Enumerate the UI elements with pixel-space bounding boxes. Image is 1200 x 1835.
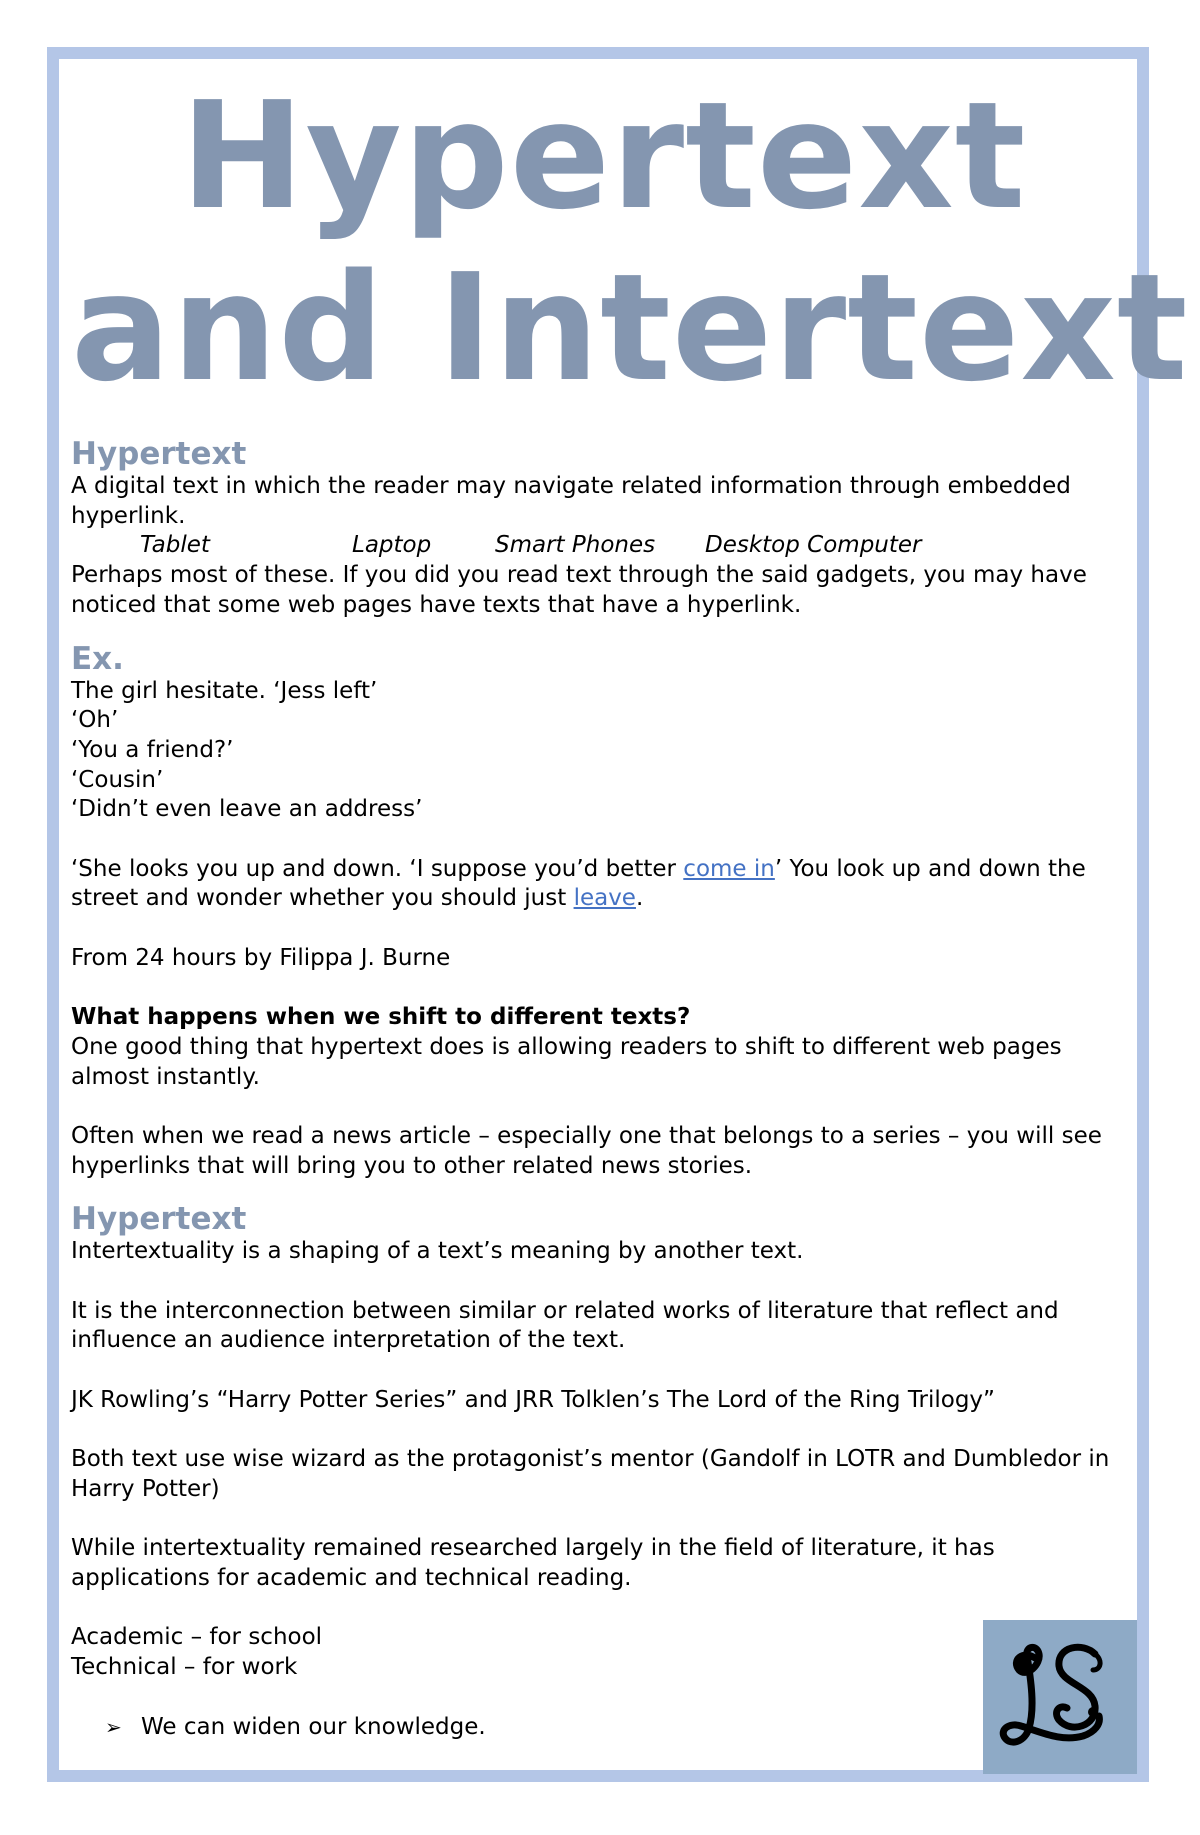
example-line: ‘You a friend?’	[71, 736, 234, 763]
literature-example: JK Rowling’s “Harry Potter Series” and JRR Tolklen’s The Lord of the Ring Trilogy”	[71, 1386, 995, 1413]
mentor-paragraph: Both text use wise wizard as the protagonist’s mentor (Gandolf in LOTR and Dumbledor in Harry Potter)	[71, 1446, 1110, 1502]
title-line-1: Hypertext	[180, 70, 1027, 242]
applications-paragraph: While intertextuality remained researched largely in the field of literature, it has applications for academic and technical reading.	[71, 1535, 995, 1592]
academic-line: Academic – for school	[71, 1624, 323, 1651]
technical-line: Technical – for work	[71, 1654, 298, 1681]
document-body	[71, 70, 1189, 1742]
device-laptop: Laptop	[352, 532, 432, 559]
example-line: The girl hesitate. ‘Jess left’	[71, 677, 378, 704]
example-line: ‘Cousin’	[71, 766, 164, 793]
example-source: From 24 hours by Filippa J. Burne	[71, 944, 451, 971]
bullet-text: We can widen our knowledge.	[141, 1713, 486, 1740]
section-heading-example: Ex.	[71, 640, 124, 677]
hypertext-definition: A digital text in which the reader may navigate related information through embedded hyperlink.	[71, 473, 1071, 529]
arrow-bullet-icon: ➢	[105, 1714, 122, 1739]
section-heading-hypertext: Hypertext	[71, 436, 247, 472]
bullet-item	[71, 1713, 1136, 1743]
device-desktop-computer: Desktop Computer	[705, 532, 922, 559]
news-paragraph: Often when we read a news article – especially one that belongs to a series – you will see hyperlinks that will bring you to other related news stories.	[71, 1122, 1102, 1179]
passage-text: .	[635, 885, 644, 912]
monogram-logo	[983, 1620, 1137, 1774]
shift-answer: One good thing that hypertext does is allowing readers to shift to different web pages almost instantly.	[71, 1033, 1062, 1090]
shift-question: What happens when we shift to different texts?	[71, 1004, 691, 1031]
intertextuality-definition: Intertextuality is a shaping of a text’s meaning by another text.	[71, 1238, 804, 1265]
passage-text: ‘She looks you up and down. ‘I suppose you’d better	[71, 855, 684, 882]
page-title	[71, 70, 1189, 414]
leave-link[interactable]: leave	[573, 885, 636, 912]
interconnection-paragraph: It is the interconnection between similar or related works of literature that reflect and influence an audience interpretation of the text.	[71, 1297, 1059, 1354]
device-tablet: Tablet	[140, 532, 210, 559]
device-list	[71, 531, 1136, 561]
device-smart-phones: Smart Phones	[495, 532, 656, 559]
example-line: ‘Didn’t even leave an address’	[71, 796, 423, 823]
example-passage	[71, 855, 1136, 914]
gadgets-note: Perhaps most of these. If you did you read text through the said gadgets, you may have noticed that some web pages have texts that have a hyperlink.	[71, 562, 1087, 618]
title-line-2: and Intertext	[71, 242, 1189, 414]
section-heading-hypertext-2: Hypertext	[71, 1201, 247, 1238]
example-line: ‘Oh’	[71, 707, 119, 734]
monogram-logo-mark	[983, 1620, 1137, 1774]
passage-text: ’ You look up and down the street and wonder whether you should just	[71, 855, 1086, 912]
come-in-link[interactable]: come in	[683, 855, 775, 882]
